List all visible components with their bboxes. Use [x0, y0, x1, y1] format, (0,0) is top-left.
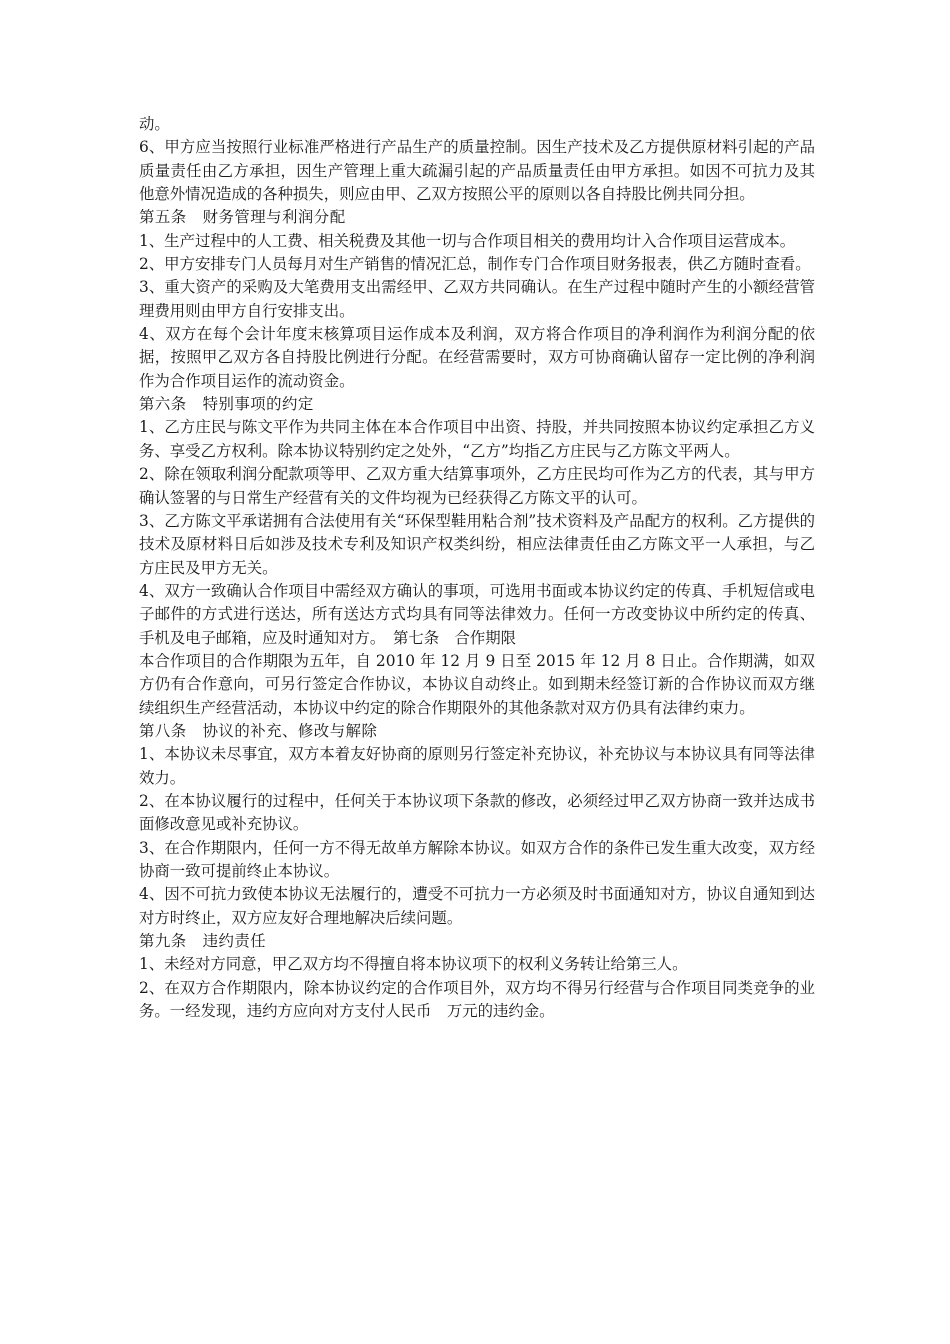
article-7-body: 本合作项目的合作期限为五年，自 2010 年 12 月 9 日至 2015 年 12 月 8 日止。合作期满，如双方仍有合作意向，可另行签定合作协议，本协议自动终止。如到期未经签订新的合作协议而双方继续组织生产经营活动，本协议中约定的除合作期限外的其他条款对双方仍具有法律约束力。	[139, 651, 815, 717]
article-6-item-4: 4、双方一致确认合作项目中需经双方确认的事项，可选用书面或本协议约定的传真、手机短信或电子邮件的方式进行送达，所有送达方式均具有同等法律效力。任何一方改变协议中所约定的传真、手机及电子邮箱，应及时通知对方。 第七条 合作期限	[139, 581, 815, 647]
article-8-item-4: 4、因不可抗力致使本协议无法履行的，遭受不可抗力一方必须及时书面通知对方，协议自通知到达对方时终止，双方应友好合理地解决后续问题。	[139, 885, 815, 927]
article-6-item-3: 3、乙方陈文平承诺拥有合法使用有关“环保型鞋用粘合剂”技术资料及产品配方的权利。乙方提供的技术及原材料日后如涉及技术专利及知识产权类纠纷，相应法律责任由乙方陈文平一人承担，与乙方庄民及甲方无关。	[139, 511, 815, 577]
clause-4-item-6: 6、甲方应当按照行业标准严格进行产品生产的质量控制。因生产技术及乙方提供原材料引起的产品质量责任由乙方承担，因生产管理上重大疏漏引起的产品质量责任由甲方承担。如因不可抗力及其他意外情况造成的各种损失，则应由甲、乙双方按照公平的原则以各自持股比例共同分担。	[139, 138, 815, 204]
article-9-heading: 第九条 违约责任	[139, 932, 267, 951]
article-9-item-1: 1、未经对方同意，甲乙双方均不得擅自将本协议项下的权利义务转让给第三人。	[139, 955, 688, 974]
article-6-heading: 第六条 特别事项的约定	[139, 395, 314, 414]
document-page	[139, 113, 815, 1023]
article-8-item-1: 1、本协议未尽事宜，双方本着友好协商的原则另行签定补充协议，补充协议与本协议具有同等法律效力。	[139, 745, 815, 787]
article-5-heading: 第五条 财务管理与利润分配	[139, 208, 346, 227]
paragraph-continuation: 动。	[139, 115, 170, 133]
article-6-item-1: 1、乙方庄民与陈文平作为共同主体在本合作项目中出资、持股，并共同按照本协议约定承担乙方义务、享受乙方权利。除本协议特别约定之处外，“乙方”均指乙方庄民与乙方陈文平两人。	[139, 418, 815, 460]
article-8-heading: 第八条 协议的补充、修改与解除	[139, 721, 378, 740]
article-5-item-1: 1、生产过程中的人工费、相关税费及其他一切与合作项目相关的费用均计入合作项目运营成本。	[139, 231, 796, 250]
article-5-item-3: 3、重大资产的采购及大笔费用支出需经甲、乙双方共同确认。在生产过程中随时产生的小额经营管理费用则由甲方自行安排支出。	[139, 278, 815, 320]
article-8-item-2: 2、在本协议履行的过程中，任何关于本协议项下条款的修改，必须经过甲乙双方协商一致并达成书面修改意见或补充协议。	[139, 791, 815, 834]
article-5-item-2: 2、甲方安排专门人员每月对生产销售的情况汇总，制作专门合作项目财务报表，供乙方随时查看。	[139, 255, 811, 274]
article-8-item-3: 3、在合作期限内，任何一方不得无故单方解除本协议。如双方合作的条件已发生重大改变，双方经协商一致可提前终止本协议。	[139, 838, 815, 880]
article-5-item-4: 4、双方在每个会计年度末核算项目运作成本及利润，双方将合作项目的净利润作为利润分配的依据，按照甲乙双方各自持股比例进行分配。在经营需要时，双方可协商确认留存一定比例的净利润作为合作项目运作的流动资金。	[139, 325, 815, 390]
article-9-item-2: 2、在双方合作期限内，除本协议约定的合作项目外，双方均不得另行经营与合作项目同类竞争的业务。一经发现，违约方应向对方支付人民币 万元的违约金。	[139, 978, 815, 1021]
article-6-item-2: 2、除在领取利润分配款项等甲、乙双方重大结算事项外，乙方庄民均可作为乙方的代表，其与甲方确认签署的与日常生产经营有关的文件均视为已经获得乙方陈文平的认可。	[139, 465, 815, 507]
